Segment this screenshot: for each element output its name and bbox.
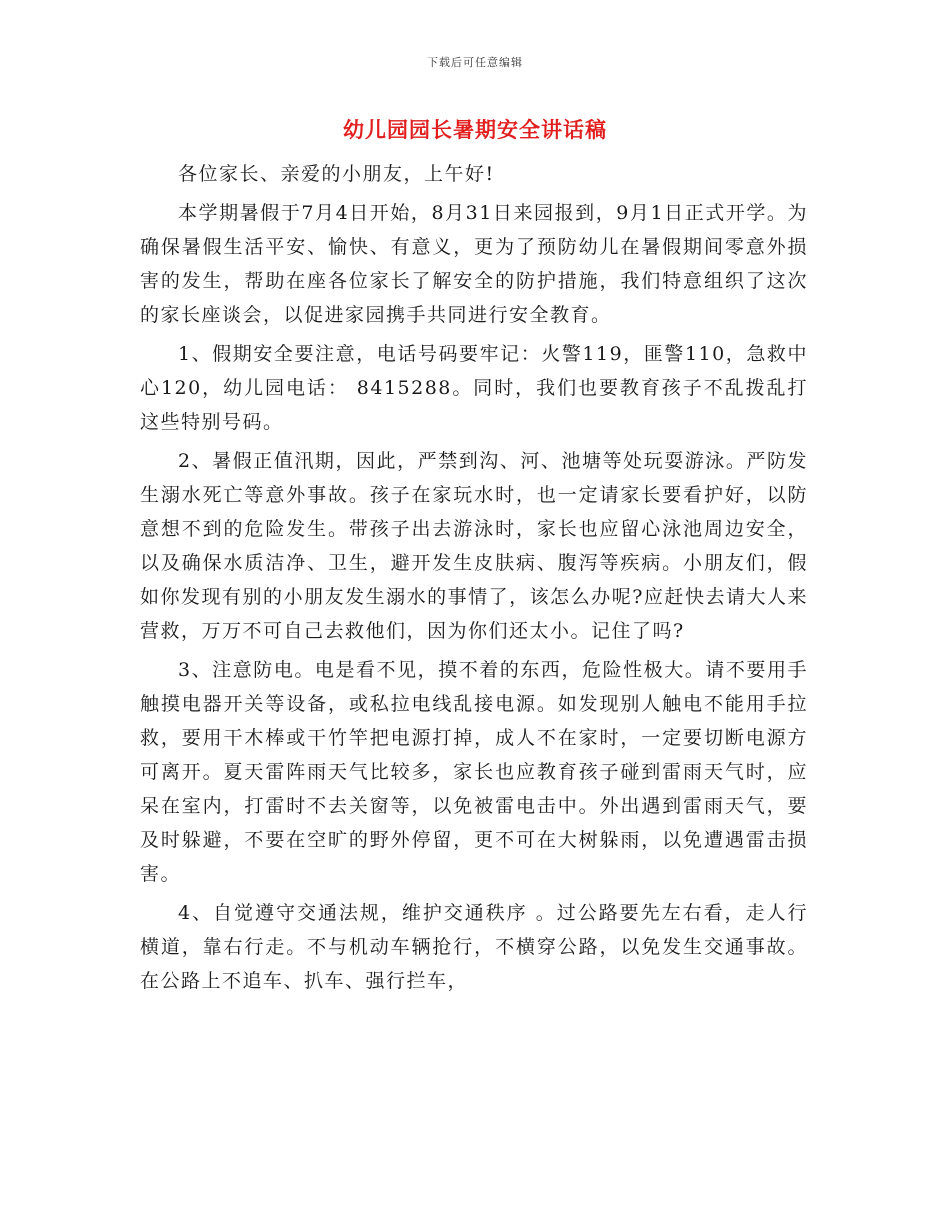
paragraph-item-3: 3、注意防电。电是看不见，摸不着的东西，危险性极大。请不要用手触摸电器开关等设备，或私拉电线乱接电源。如发现别人触电不能用手拉救，要用干木棒或干竹竿把电源打掉，成人不在家时，一定要切断电源方可离开。夏天雷阵雨天气比较多，家长也应教育孩子碰到雷雨天气时，应呆在室内，打雷时不去关窗等，以免被雷电击中。外出遇到雷雨天气，要及时躲避，不要在空旷的野外停留，更不可在大树躲雨，以免遭遇雷击损害。 bbox=[140, 659, 808, 885]
paragraph-greeting: 各位家长、亲爱的小朋友，上午好! bbox=[178, 163, 495, 185]
paragraph-item-1: 1、假期安全要注意，电话号码要牢记：火警119，匪警110，急救中心120，幼儿园电话： 8415288。同时，我们也要教育孩子不乱拨乱打这些特别号码。 bbox=[140, 343, 808, 433]
paragraph-item-4: 4、自觉遵守交通法规，维护交通秩序 。过公路要先左右看，走人行横道，靠右行走。不与机动车辆抢行，不横穿公路，以免发生交通事故。在公路上不追车、扒车、强行拦车， bbox=[140, 902, 808, 992]
paragraph-intro: 本学期暑假于7月4日开始，8月31日来园报到，9月1日正式开学。为确保暑假生活平安、愉快、有意义，更为了预防幼儿在暑假期间零意外损害的发生，帮助在座各位家长了解安全的防护措施，我们特意组织了这次的家长座谈会，以促进家园携手共同进行安全教育。 bbox=[140, 202, 808, 326]
document-title: 幼儿园园长暑期安全讲话稿 bbox=[343, 118, 607, 142]
paragraph-item-2: 2、暑假正值汛期，因此，严禁到沟、河、池塘等处玩耍游泳。严防发生溺水死亡等意外事故。孩子在家玩水时，也一定请家长要看护好，以防意想不到的危险发生。带孩子出去游泳时，家长也应留心泳池周边安全，以及确保水质洁净、卫生，避开发生皮肤病、腹泻等疾病。小朋友们，假如你发现有别的小朋友发生溺水的事情了，该怎么办呢?应赶快去请大人来营救，万万不可自己去救他们，因为你们还太小。记住了吗? bbox=[140, 450, 808, 642]
document-body bbox=[140, 157, 808, 998]
header-note: 下载后可任意编辑 bbox=[427, 56, 523, 69]
